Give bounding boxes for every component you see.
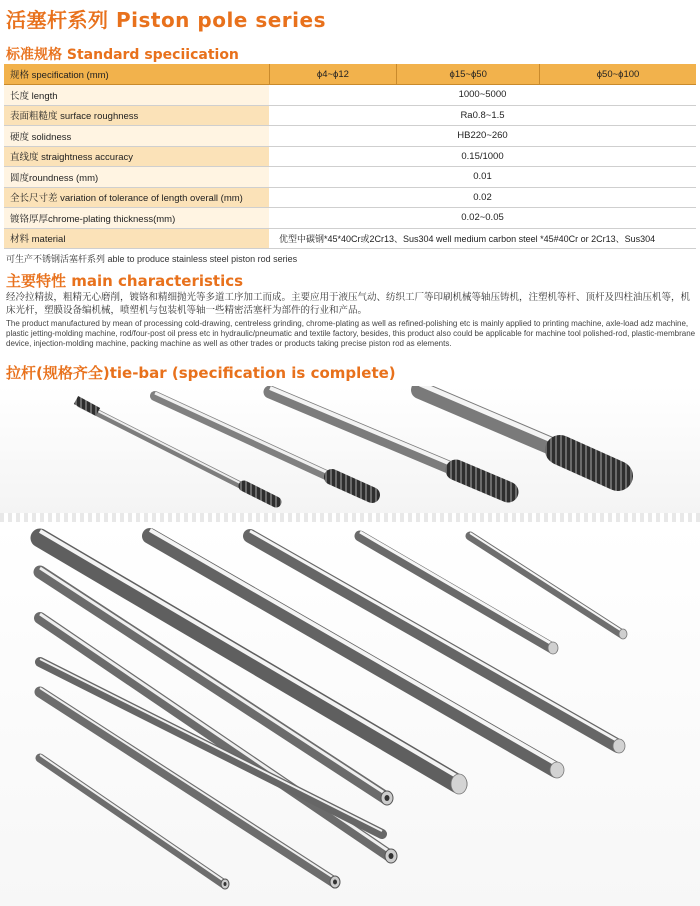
tie-bar-rod	[155, 393, 372, 495]
polished-tube	[40, 755, 229, 889]
table-row	[4, 187, 696, 208]
table-row	[4, 208, 696, 229]
row-label: 全长尺寸差 variation of tolerance of length overall (mm)	[4, 187, 269, 208]
spec-table	[4, 64, 696, 249]
row-value: HB220~260	[269, 126, 696, 147]
row-label: 镀铬厚厚chrome-plating thickness(mm)	[4, 208, 269, 229]
row-value: 0.01	[269, 167, 696, 188]
row-value: 优型中碳钢*45*40Cr或2Cr13、Sus304 well medium carbon steel *45#40Cr or 2Cr13、Sus304	[269, 228, 696, 249]
polished-rods-photo	[0, 522, 700, 906]
main-characteristics-cn: 经冷拉精拔，粗精无心磨削，镀铬和精细抛光等多道工序加工而成。主要应用于液压气动、纺织工厂等印刷机械等轴压铸机，注塑机等杆、顶杆及四柱油压机等，机床光杆，塑膜设备编机械，喷塑机与包装机等轴一些精密活塞杆为部件的行业和产品。	[6, 292, 691, 316]
row-value: 1000~5000	[269, 85, 696, 106]
spec-header-label: 规格 specification (mm)	[4, 64, 269, 85]
main-characteristics-en: The product manufactured by mean of processing cold-drawing, centreless grinding, chrome-plating as well as refined-polishing etc is mainly applied to printing machine, axle-load adz machine, plastic jetting-molding machine, rod/four-post oil press etc in hydraulic/pneumatic and textile factory, besides, this product also could be applicable for machine tool polished-rod, plastic-membrane device, injection-molding machine, packing machine as well as other trades or products taking precise piston rod as elements.	[6, 319, 696, 348]
tie-bar-rod	[76, 400, 276, 502]
polished-rod	[470, 533, 627, 639]
row-label: 材料 material	[4, 228, 269, 249]
table-row	[4, 146, 696, 167]
row-label: 圆度roundness (mm)	[4, 167, 269, 188]
table-row	[4, 126, 696, 147]
spec-table-header	[4, 64, 696, 85]
row-value: 0.02	[269, 187, 696, 208]
threaded-tie-bar-photo	[0, 386, 700, 514]
spec-header-col1: ϕ4~ϕ12	[269, 64, 397, 85]
table-row	[4, 105, 696, 126]
row-label: 表面粗糙度 surface roughness	[4, 105, 269, 126]
spec-header-col2: ϕ15~ϕ50	[397, 64, 540, 85]
main-characteristics-heading: 主要特性 main characteristics	[6, 272, 244, 290]
standard-spec-heading: 标准规格 Standard speciication	[6, 47, 239, 63]
table-row	[4, 85, 696, 106]
polished-rod	[250, 531, 625, 753]
stainless-note: 可生产不锈钢活塞杆系列 able to produce stainless steel piston rod series	[6, 254, 298, 264]
row-label: 硬度 solidness	[4, 126, 269, 147]
row-value: 0.15/1000	[269, 146, 696, 167]
polished-rod	[360, 532, 558, 654]
page-title: 活塞杆系列 Piston pole series	[6, 8, 326, 32]
row-value: Ra0.8~1.5	[269, 105, 696, 126]
row-value: 0.02~0.05	[269, 208, 696, 229]
table-row	[4, 228, 696, 249]
photo-divider-strip	[0, 513, 700, 522]
spec-header-col3: ϕ50~ϕ100	[540, 64, 696, 85]
row-label: 长度 length	[4, 85, 269, 106]
tie-bar-heading: 拉杆(规格齐全)tie-bar (specification is complete)	[6, 364, 396, 382]
table-row	[4, 167, 696, 188]
row-label: 直线度 straightness accuracy	[4, 146, 269, 167]
